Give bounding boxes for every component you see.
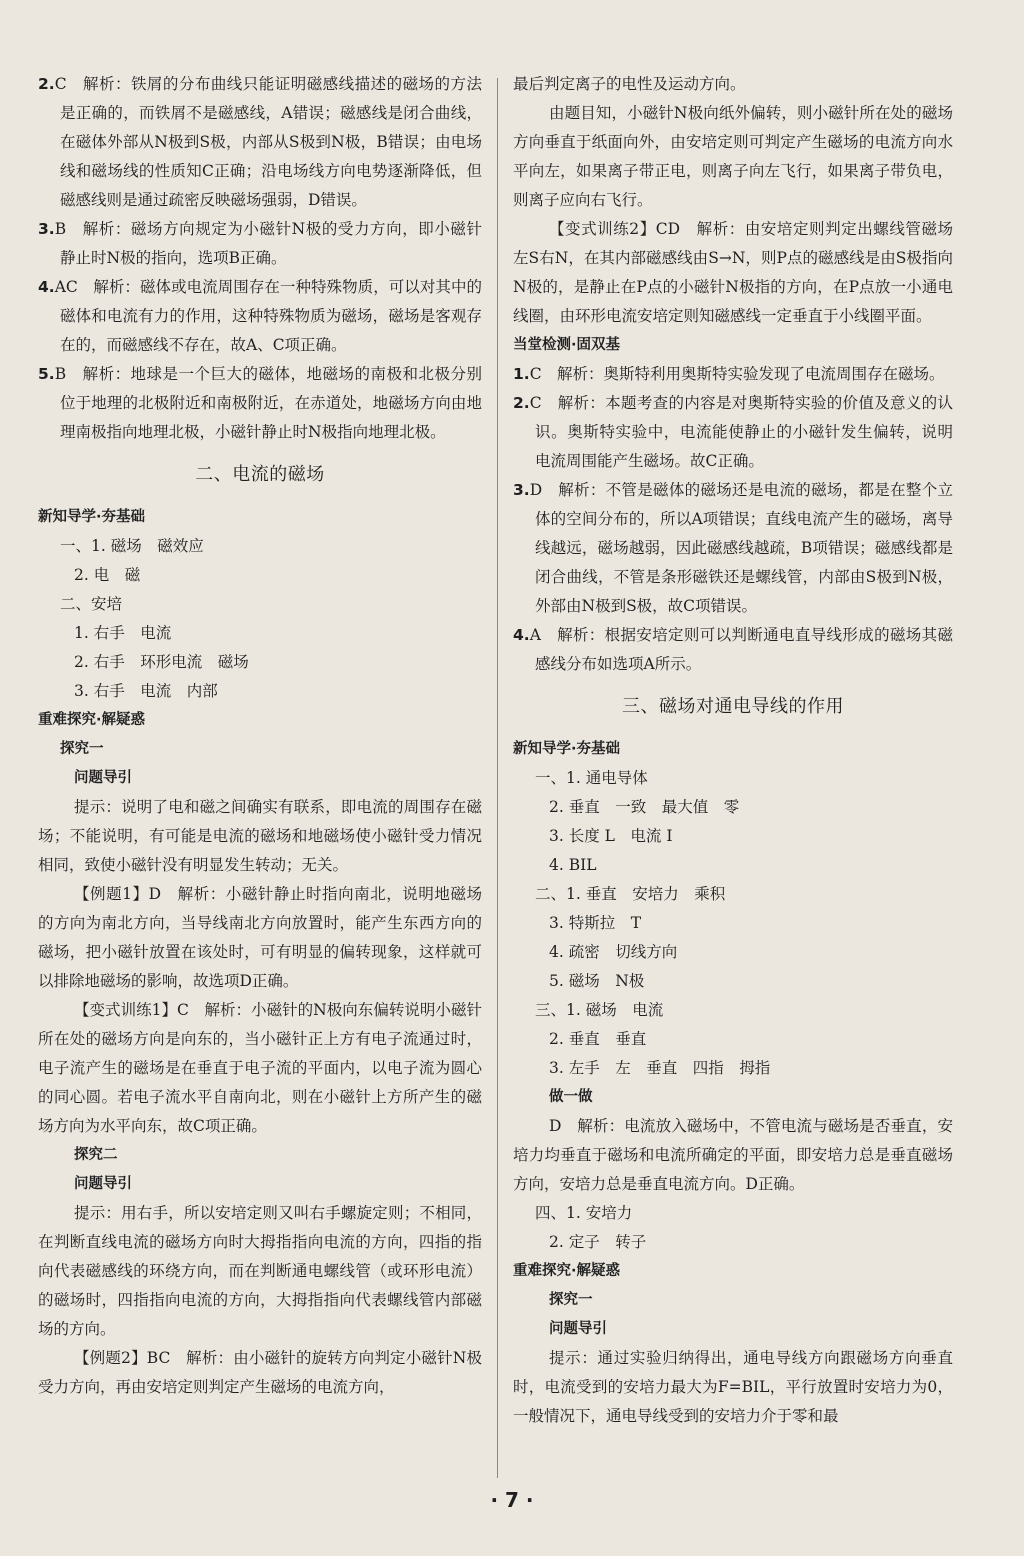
heading-xinzhi: 新知导学·夯基础 bbox=[38, 509, 146, 525]
answer-line: 3. 左手 左 垂直 四指 拇指 bbox=[549, 1059, 771, 1077]
answer-line: 一、1. 通电导体 bbox=[535, 769, 648, 787]
answer-line: 5. 磁场 N极 bbox=[549, 972, 645, 990]
heading-wenti-2: 问题导引 bbox=[74, 1176, 132, 1192]
heading-wenti-1: 问题导引 bbox=[74, 770, 132, 786]
section-title-3: 三、磁场对通电导线的作用 bbox=[622, 696, 844, 717]
answer-line: 4. 疏密 切线方向 bbox=[549, 943, 678, 961]
explanation-paragraph: 由题目知，小磁针N极向纸外偏转，则小磁针所在处的磁场方向垂直于纸面向外，由安培定则可判定产生磁场的电流方向水平向左，如果离子带正电，则离子向左飞行，如果离子带负电，则离子应向右飞行。 bbox=[513, 104, 953, 209]
zuoyizuo-answer: D 解析：电流放入磁场中，不管电流与磁场是否垂直，安培力均垂直于磁场和电流所确定的平面，即安培力总是垂直磁场方向，安培力总是垂直电流方向。D正确。 bbox=[513, 1117, 953, 1193]
check-item-4: 4.A 解析：根据安培定则可以判断通电直导线形成的磁场其磁感线分布如选项A所示。 bbox=[513, 626, 953, 673]
answer-line: 2. 垂直 垂直 bbox=[549, 1030, 647, 1048]
answer-item-3: 3.B 解析：磁场方向规定为小磁针N极的受力方向，即小磁针静止时N极的指向，选项B正确。 bbox=[38, 220, 482, 267]
answer-line: 4. BIL bbox=[549, 856, 597, 874]
heading-tanjiu-1: 探究一 bbox=[60, 741, 104, 757]
answer-item-5: 5.B 解析：地球是一个巨大的磁体，地磁场的南极和北极分别位于地理的北极附近和南极附近，在赤道处，地磁场方向由地理南极指向地理北极，小磁针静止时N极指向地理北极。 bbox=[38, 365, 482, 441]
answer-line: 2. 电 磁 bbox=[74, 566, 141, 584]
example-1: 【例题1】D 解析：小磁针静止时指向南北，说明地磁场的方向为南北方向，当导线南北方向放置时，能产生东西方向的磁场，把小磁针放置在该处时，可有明显的偏转现象，这样就可以排除地磁场的影响，故选项D正确。 bbox=[38, 885, 482, 990]
hint-paragraph-2: 提示：用右手，所以安培定则又叫右手螺旋定则；不相同，在判断直线电流的磁场方向时大拇指指向电流的方向，四指的指向代表磁感线的环绕方向，而在判断通电螺线管（或环形电流）的磁场时，四指指向电流的方向，大拇指指向代表螺线管内部磁场的方向。 bbox=[38, 1204, 482, 1338]
answer-line: 1. 右手 电流 bbox=[74, 624, 172, 642]
hint-paragraph: 提示：通过实验归纳得出，通电导线方向跟磁场方向垂直时，电流受到的安培力最大为F=BIL，平行放置时安培力为0，一般情况下，通电导线受到的安培力介于零和最 bbox=[513, 1349, 953, 1425]
check-item-2: 2.C 解析：本题考查的内容是对奥斯特实验的价值及意义的认识。奥斯特实验中，电流能使静止的小磁针发生偏转，说明电流周围能产生磁场。故C正确。 bbox=[513, 394, 953, 470]
right-column bbox=[513, 70, 953, 1431]
example-2: 【例题2】BC 解析：由小磁针的旋转方向判定小磁针N极受力方向，再由安培定则判定产生磁场的电流方向， bbox=[38, 1349, 482, 1396]
page-number: · 7 · bbox=[490, 1488, 534, 1512]
heading-zhongnan: 重难探究·解疑惑 bbox=[513, 1263, 621, 1279]
answer-line: 三、1. 磁场 电流 bbox=[535, 1001, 664, 1019]
answer-line: 二、安培 bbox=[60, 595, 123, 613]
heading-dangtang: 当堂检测·固双基 bbox=[513, 337, 621, 353]
left-column bbox=[38, 70, 482, 1402]
column-divider bbox=[497, 78, 498, 1478]
variant-training-1: 【变式训练1】C 解析：小磁针的N极向东偏转说明小磁针所在处的磁场方向是向东的，当小磁针正上方有电子流通过时，电子流产生的磁场是在垂直于电子流的平面内，以电子流为圆心的同心圆。若电子流水平自南向北，则在小磁针上方所产生的磁场方向为水平向东，故C项正确。 bbox=[38, 1001, 482, 1135]
answer-line: 2. 垂直 一致 最大值 零 bbox=[549, 798, 740, 816]
answer-item-4: 4.AC 解析：磁体或电流周围存在一种特殊物质，可以对其中的磁体和电流有力的作用，这种特殊物质为磁场，磁场是客观存在的，而磁感线不存在，故A、C项正确。 bbox=[38, 278, 482, 354]
answer-line: 2. 定子 转子 bbox=[549, 1233, 647, 1251]
answer-line: 3. 长度 L 电流 I bbox=[549, 827, 673, 845]
heading-tanjiu-2: 探究二 bbox=[74, 1147, 118, 1163]
section-title-2: 二、电流的磁场 bbox=[195, 464, 325, 485]
answer-line: 四、1. 安培力 bbox=[535, 1204, 633, 1222]
continued-text: 最后判定离子的电性及运动方向。 bbox=[513, 75, 746, 93]
heading-zuoyizuo: 做一做 bbox=[549, 1089, 593, 1105]
hint-paragraph-1: 提示：说明了电和磁之间确实有联系，即电流的周围存在磁场；不能说明，有可能是电流的磁场和地磁场使小磁针受力情况相同，致使小磁针没有明显发生转动；无关。 bbox=[38, 798, 482, 874]
answer-line: 2. 右手 环形电流 磁场 bbox=[74, 653, 249, 671]
heading-wenti-1: 问题导引 bbox=[549, 1321, 607, 1337]
answer-item-2: 2.C 解析：铁屑的分布曲线只能证明磁感线描述的磁场的方法是正确的，而铁屑不是磁感线，A错误；磁感线是闭合曲线，在磁体外部从N极到S极，内部从S极到N极，B错误；由电场线和磁场线的性质知C正确；沿电场线方向电势逐渐降低，但磁感线则是通过疏密反映磁场强弱，D错误。 bbox=[38, 75, 482, 209]
answer-line: 3. 特斯拉 T bbox=[549, 914, 642, 932]
heading-zhongnan: 重难探究·解疑惑 bbox=[38, 712, 146, 728]
heading-tanjiu-1: 探究一 bbox=[549, 1292, 593, 1308]
check-item-3: 3.D 解析：不管是磁体的磁场还是电流的磁场，都是在整个立体的空间分布的，所以A项错误；直线电流产生的磁场，离导线越远，磁场越弱，因此磁感线越疏，B项错误；磁感线都是闭合曲线，不管是条形磁铁还是螺线管，内部由S极到N极，外部由N极到S极，故C项错误。 bbox=[513, 481, 953, 615]
answer-line: 3. 右手 电流 内部 bbox=[74, 682, 218, 700]
variant-training-2: 【变式训练2】CD 解析：由安培定则判定出螺线管磁场左S右N，在其内部磁感线由S→N，则P点的磁感线是由S极指向N极的，是静止在P点的小磁针N极指的方向，在P点放一小通电线圈，由环形电流安培定则知磁感线一定垂直于小线圈平面。 bbox=[513, 220, 953, 325]
heading-xinzhi: 新知导学·夯基础 bbox=[513, 741, 621, 757]
answer-line: 二、1. 垂直 安培力 乘积 bbox=[535, 885, 726, 903]
answer-line: 一、1. 磁场 磁效应 bbox=[60, 537, 204, 555]
check-item-1: 1.C 解析：奥斯特利用奥斯特实验发现了电流周围存在磁场。 bbox=[513, 365, 945, 383]
